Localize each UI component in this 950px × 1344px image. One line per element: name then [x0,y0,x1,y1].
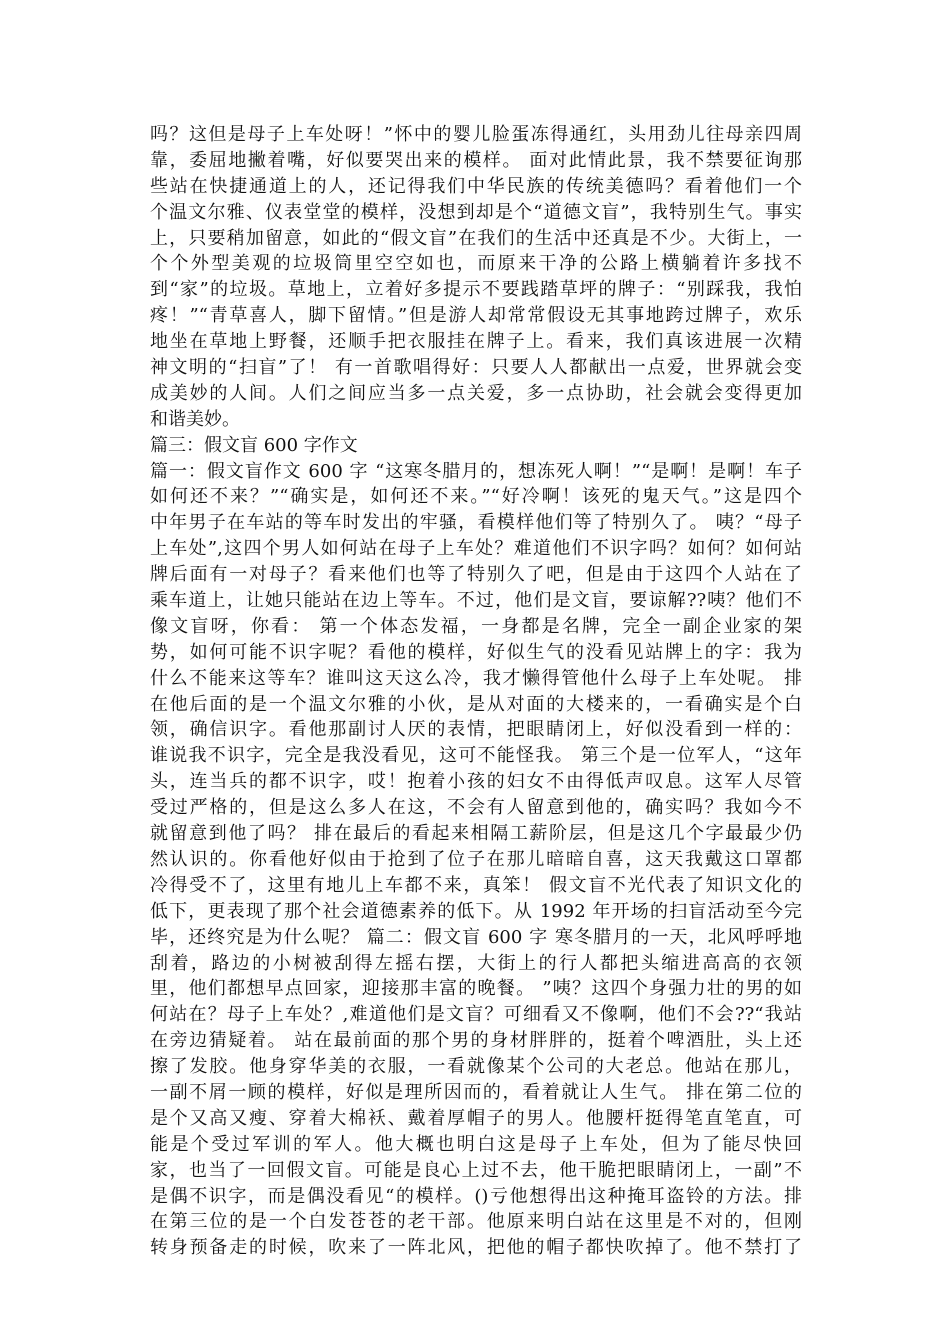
text-line: 能是个受过军训的军人。他大概也明白这是母子上车处，但为了能尽快回 [150,1133,802,1155]
text-line: 受过严格的，但是这么多人在这，不会有人留意到他的，确实吗？我如今不 [150,797,802,819]
text-line: 靠，委屈地撇着嘴，好似要哭出来的模样。 面对此情此景，我不禁要征询那 [150,149,802,171]
text-line: 里，他们都想早点回家，迎接那丰富的晚餐。 ”咦？这四个身强力壮的男的如 [150,978,802,1000]
section-heading: 篇三：假文盲 600 字作文 [150,434,358,456]
text-line: 牌后面有一对母子？看来他们也等了特别久了吧，但是由于这四个人站在了 [150,564,802,586]
text-line: 篇一：假文盲作文 600 字 “这寒冬腊月的，想冻死人啊！”“是啊！是啊！车子 [150,460,802,482]
text-line: 头，连当兵的都不识字，哎！抱着小孩的妇女不由得低声叹息。这军人尽管 [150,771,802,793]
text-line: 毕，还终究是为什么呢？ 篇二：假文盲 600 字 寒冬腊月的一天，北风呼呼地 [150,926,802,948]
text-line: 个温文尔雅、仪表堂堂的模样，没想到却是个“道德文盲”，我特别生气。事实 [150,201,802,223]
text-line: 在旁边猜疑着。 站在最前面的那个男的身材胖胖的，挺着个啤酒肚，头上还 [150,1030,802,1052]
text-line: 何站在？母子上车处？,难道他们是文盲？可细看又不像啊，他们不会??“我站 [150,1004,802,1026]
text-line: 如何还不来？”“确实是，如何还不来。”“好冷啊！该死的鬼天气。”这是四个 [150,486,802,508]
text-line: 就留意到他了吗？ 排在最后的看起来相隔工薪阶层，但是这几个字最最少仍 [150,823,802,845]
text-line: 和谐美妙。 [150,408,240,430]
text-line: 领，确信识字。看他那副讨人厌的表情，把眼睛闭上，好似没看到一样的： [150,719,802,741]
text-line: 家，也当了一回假文盲。可能是良心上过不去，他干脆把眼睛闭上，一副”不 [150,1159,802,1181]
text-line: 是偶不识字，而是偶没看见“的模样。()亏他想得出这种掩耳盗铃的方法。排 [150,1185,802,1207]
text-line: 个个外型美观的垃圾筒里空空如也，而原来干净的公路上横躺着许多找不 [150,253,802,275]
text-line: 在他后面的是一个温文尔雅的小伙，是从对面的大楼来的，一看确实是个白 [150,693,802,715]
text-line: 在第三位的是一个白发苍苍的老干部。他原来明白站在这里是不对的，但刚 [150,1211,802,1233]
text-line [150,1261,802,1287]
text-line: 一副不屑一顾的模样，好似是理所因而的，看着就让人生气。 排在第二位的 [150,1081,802,1103]
text-line: 成美妙的人间。人们之间应当多一点关爱，多一点协助，社会就会变得更加 [150,382,802,404]
text-line: 什么不能来这等车？谁叫这天这么冷，我才懒得管他什么母子上车处呢。 排 [150,667,802,689]
text-line: 是个又高又瘦、穿着大棉袄、戴着厚帽子的男人。他腰杆挺得笔直笔直，可 [150,1107,802,1129]
text-line: 势，如何可能不识字呢？看他的模样，好似生气的没看见站牌上的字：我为 [150,641,802,663]
document-body [150,122,802,1287]
text-line: 上，只要稍加留意，如此的“假文盲”在我们的生活中还真是不少。大街上，一 [150,227,802,249]
text-line: 疼！”“青草喜人，脚下留情。”但是游人却常常假设无其事地跨过牌子，欢乐 [150,305,802,327]
text-line: 神文明的“扫盲”了！ 有一首歌唱得好：只要人人都献出一点爱，世界就会变 [150,357,802,379]
text-line: 像文盲呀，你看： 第一个体态发福，一身都是名牌，完全一副企业家的架 [150,615,802,637]
text-line: 冷得受不了，这里有地儿上车都不来，真笨！ 假文盲不光代表了知识文化的 [150,874,802,896]
text-line: 上车处”,这四个男人如何站在母子上车处？难道他们不识字吗？如何？如何站 [150,538,802,560]
text-line: 低下，更表现了那个社会道德素养的低下。从 1992 年开场的扫盲活动至今完 [150,900,802,922]
text-line: 地坐在草地上野餐，还顺手把衣服挂在牌子上。看来，我们真该进展一次精 [150,331,802,353]
text-line: 吗？这但是母子上车处呀！”怀中的婴儿脸蛋冻得通红，头用劲儿往母亲四周 [150,124,802,145]
text-line: 些站在快捷通道上的人，还记得我们中华民族的传统美德吗？看着他们一个 [150,175,802,197]
text-line: 刮着，路边的小树被刮得左摇右摆，大街上的行人都把头缩进高高的衣领 [150,952,802,974]
text-line: 乘车道上，让她只能站在边上等车。不过，他们是文盲，要谅解??咦？他们不 [150,590,802,612]
text-line: 中年男子在车站的等车时发出的牢骚，看模样他们等了特别久了。 咦？“母子 [150,512,802,534]
text-line: 擦了发胶。他身穿华美的衣服，一看就像某个公司的大老总。他站在那儿， [150,1056,802,1078]
text-line: 到“家”的垃圾。草地上，立着好多提示不要践踏草坪的牌子：“别踩我，我怕 [150,279,802,301]
text-line: 然认识的。你看他好似由于抢到了位子在那儿暗暗自喜，这天我戴这口罩都 [150,848,802,870]
text-line: 谁说我不识字，完全是我没看见，这可不能怪我。 第三个是一位军人，“这年 [150,745,802,767]
text-line: 转身预备走的时候，吹来了一阵北风，把他的帽子都快吹掉了。他不禁打了 [150,1237,802,1259]
